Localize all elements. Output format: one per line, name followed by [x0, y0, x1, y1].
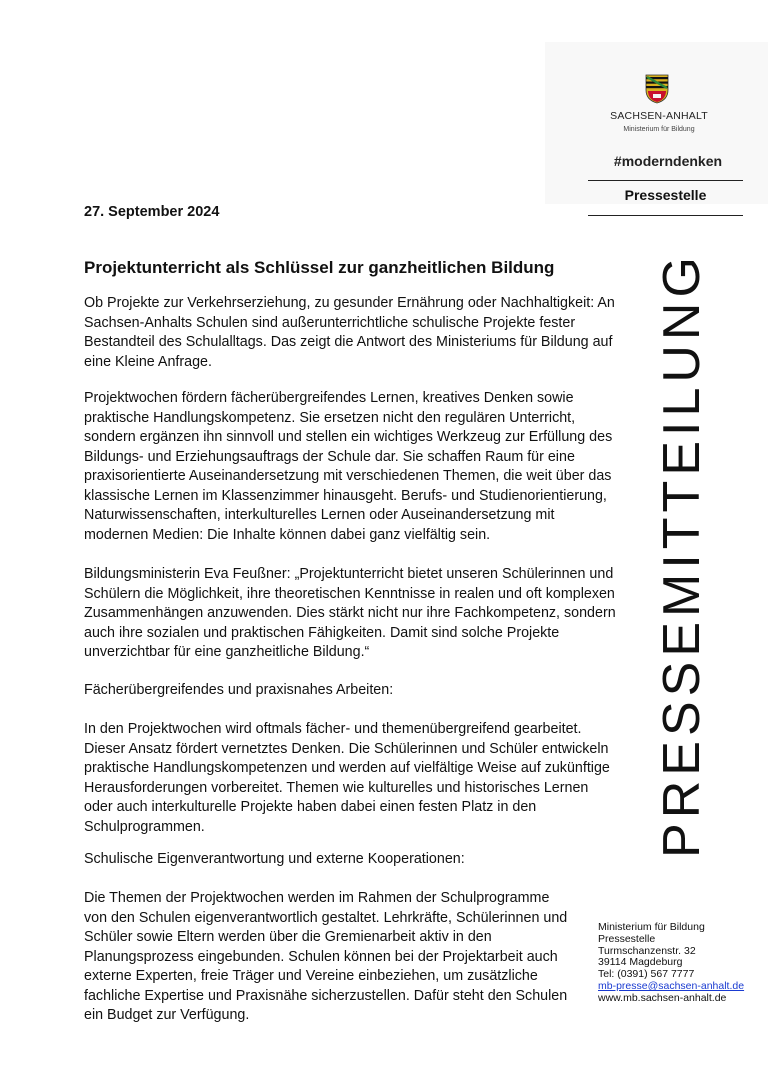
paragraph-line: In den Projektwochen wird oftmals fächer- und themenübergreifend gearbeitet. [84, 721, 582, 737]
paragraph-line: externe Experten, freie Träger und Vereine einbeziehen, um zusätzliche [84, 968, 538, 984]
paragraph [84, 294, 615, 372]
contact-web[interactable]: www.mb.sachsen-anhalt.de [598, 991, 727, 1004]
contact-block [598, 922, 763, 1005]
paragraph-line: Schülern die Möglichkeit, ihre theoretischen Kenntnisse in realen und oft komplexen [84, 585, 615, 602]
hashtag: #moderndenken [613, 153, 723, 169]
paragraph-line: Bildungs- und Erziehungsauftrags der Schule dar. Sie schaffen Raum für eine [84, 448, 575, 465]
header-rule-top [588, 180, 743, 181]
paragraph-line: fachliche Expertise und Praxisnähe sicherzustellen. Dafür steht den Schulen [84, 987, 568, 1004]
paragraph-line: Fächerübergreifendes und praxisnahes Arbeiten: [84, 682, 394, 698]
brand-name: SACHSEN-ANHALT [610, 110, 708, 122]
paragraph-line: Schüler sowie Eltern werden über die Gremienarbeit aktiv in den [84, 929, 492, 945]
paragraph-line: Bestandteil des Schulalltags. Das zeigt die Antwort des Ministeriums für Bildung auf [84, 334, 613, 350]
contact-dept: Pressestelle [598, 932, 656, 945]
paragraph-line: Herausforderungen vorbereitet. Themen wie kulturelles und historisches Lernen [84, 779, 589, 796]
paragraph-line: unverzichtbar für eine ganzheitliche Bildung.“ [84, 644, 370, 660]
paragraph-line: Projektwochen fördern fächerübergreifendes Lernen, kreatives Denken sowie [84, 390, 574, 406]
paragraph-line: Schulische Eigenverantwortung und externe Kooperationen: [84, 851, 465, 867]
paragraph-line: Dieser Ansatz fördert vernetztes Denken. Die Schülerinnen und Schüler entwickeln [84, 740, 609, 757]
paragraph-line: Schulprogrammen. [84, 818, 205, 835]
vertical-title-text: PRESSEMITTEILUNG [653, 252, 711, 858]
contact-email-link[interactable]: mb-presse@sachsen-anhalt.de [598, 979, 745, 992]
press-office-label: Pressestelle [624, 187, 707, 203]
paragraph-line: eine Kleine Anfrage. [84, 353, 212, 370]
paragraph-line: modernen Medien: Die Inhalte können dabei ganz vielfältig sein. [84, 526, 491, 543]
paragraph-line: praktische Handlungskompetenz. Sie ersetzen nicht den regulären Unterricht, [84, 409, 576, 426]
paragraph-line: praktische Handlungskompetenzen und werden auf vielfältige Weise auf zukünftige [84, 760, 610, 776]
coat-of-arms-icon [645, 74, 669, 104]
contact-phone: Tel: (0391) 567 7777 [598, 968, 695, 981]
headline: Projektunterricht als Schlüssel zur ganzheitlichen Bildung [84, 258, 555, 277]
paragraph-line: klassische Lernen im Klassenzimmer hinausgeht. Berufs- und Studienorientierung, [84, 487, 607, 504]
paragraph [84, 889, 567, 1026]
paragraph-line: Naturwissenschaften, interkulturelles Lernen oder Auseinandersetzung mit [84, 507, 555, 523]
paragraph-line: Die Themen der Projektwochen werden im Rahmen der Schulprogramme [84, 890, 550, 906]
paragraph [84, 389, 612, 545]
paragraph-line: auch ihre sozialen und praktischen Fähigkeiten. Damit sind solche Projekte [84, 624, 560, 641]
release-date: 27. September 2024 [84, 204, 220, 220]
paragraph [84, 681, 393, 701]
paragraph-line: Planungsprozess eingebunden. Schulen können bei der Projektarbeit auch [84, 948, 558, 965]
paragraph-line: von den Schulen eigenverantwortlich gestaltet. Lehrkräfte, Schülerinnen und [84, 909, 568, 926]
paragraph-line: Bildungsministerin Eva Feußner: „Projektunterricht bietet unseren Schülerinnen und [84, 566, 614, 582]
paragraph-line: ein Budget zur Verfügung. [84, 1007, 250, 1023]
contact-street: Turmschanzenstr. 32 [598, 944, 696, 957]
paragraph-line: oder auch interkulturelle Projekte haben dabei einen festen Platz in den [84, 799, 537, 815]
contact-city: 39114 Magdeburg [598, 956, 683, 969]
contact-org: Ministerium für Bildung [598, 921, 705, 933]
brand-ministry: Ministerium für Bildung [623, 126, 695, 133]
paragraph-line: sondern ergänzen ihn sinnvoll und stellen ein wichtiges Werkzeug zur Erfüllung des [84, 429, 613, 445]
header-rule-bottom [588, 215, 743, 216]
paragraph-line: Zusammenhängen anzuwenden. Dies stärkt nicht nur ihre Fachkompetenz, sondern [84, 605, 616, 621]
paragraph-line: Ob Projekte zur Verkehrserziehung, zu gesunder Ernährung oder Nachhaltigkeit: An [84, 295, 615, 311]
paragraph [84, 720, 610, 837]
paragraph-line: Sachsen-Anhalts Schulen sind außerunterrichtliche schulische Projekte fester [84, 314, 576, 331]
paragraph [84, 850, 465, 870]
paragraph [84, 565, 616, 663]
paragraph-line: praxisorientierte Auseinandersetzung mit verschiedenen Themen, die weit über das [84, 468, 612, 484]
